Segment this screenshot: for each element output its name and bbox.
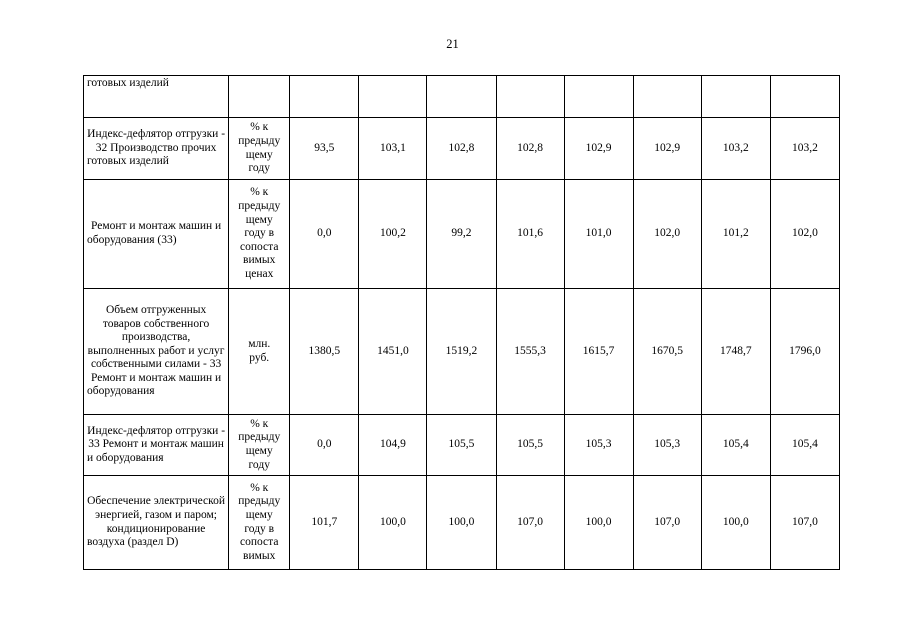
value-cell: 100,2 [359,180,427,289]
row-name-cell: Индекс-дефлятор отгрузки - 32 Производство прочих готовых изделий [84,118,229,180]
table-row [84,118,840,180]
value-cell: 102,8 [427,118,496,180]
unit-cell: млн. руб. [229,289,290,415]
table-row [84,180,840,289]
value-cell: 101,7 [290,476,359,570]
unit-cell: % к предыду щему году [229,118,290,180]
table-row [84,476,840,570]
value-cell: 0,0 [290,180,359,289]
value-cell: 102,9 [564,118,633,180]
value-cell: 1451,0 [359,289,427,415]
row-name-cell: готовых изделий [84,76,229,118]
value-cell: 101,6 [496,180,564,289]
unit-cell: % к предыду щему году в сопоста вимых [229,476,290,570]
value-cell: 1796,0 [770,289,839,415]
value-cell: 100,0 [564,476,633,570]
table-row [84,415,840,476]
value-cell: 107,0 [770,476,839,570]
value-cell: 107,0 [496,476,564,570]
row-name-cell: Обеспечение электрической энергией, газом и паром; кондиционирование воздуха (раздел D) [84,476,229,570]
data-table [83,75,840,570]
value-cell: 101,2 [701,180,770,289]
value-cell: 1519,2 [427,289,496,415]
value-cell: 103,1 [359,118,427,180]
value-cell: 107,0 [633,476,701,570]
value-cell [701,76,770,118]
value-cell: 101,0 [564,180,633,289]
value-cell: 102,0 [770,180,839,289]
value-cell: 103,2 [701,118,770,180]
value-cell: 1670,5 [633,289,701,415]
value-cell: 93,5 [290,118,359,180]
value-cell: 105,5 [496,415,564,476]
value-cell: 103,2 [770,118,839,180]
value-cell: 102,0 [633,180,701,289]
value-cell [359,76,427,118]
table-row [84,76,840,118]
value-cell: 1748,7 [701,289,770,415]
row-name-cell: Объем отгруженных товаров собственного производства, выполненных работ и услуг собственными силами - 33 Ремонт и монтаж машин и оборудования [84,289,229,415]
row-name-cell: Ремонт и монтаж машин и оборудования (33) [84,180,229,289]
unit-cell: % к предыду щему году [229,415,290,476]
value-cell: 105,3 [633,415,701,476]
value-cell: 105,5 [427,415,496,476]
value-cell: 100,0 [427,476,496,570]
value-cell: 100,0 [359,476,427,570]
value-cell [633,76,701,118]
value-cell: 1380,5 [290,289,359,415]
value-cell: 105,4 [701,415,770,476]
table-row [84,289,840,415]
value-cell: 99,2 [427,180,496,289]
value-cell [564,76,633,118]
value-cell: 104,9 [359,415,427,476]
unit-cell [229,76,290,118]
value-cell [427,76,496,118]
value-cell: 105,3 [564,415,633,476]
unit-cell: % к предыду щему году в сопоста вимых ценах [229,180,290,289]
row-name-cell: Индекс-дефлятор отгрузки - 33 Ремонт и монтаж машин и оборудования [84,415,229,476]
value-cell: 1555,3 [496,289,564,415]
value-cell: 102,8 [496,118,564,180]
value-cell [770,76,839,118]
value-cell: 102,9 [633,118,701,180]
value-cell: 105,4 [770,415,839,476]
value-cell [290,76,359,118]
value-cell: 0,0 [290,415,359,476]
value-cell: 100,0 [701,476,770,570]
value-cell [496,76,564,118]
value-cell: 1615,7 [564,289,633,415]
page-number: 21 [446,37,459,51]
